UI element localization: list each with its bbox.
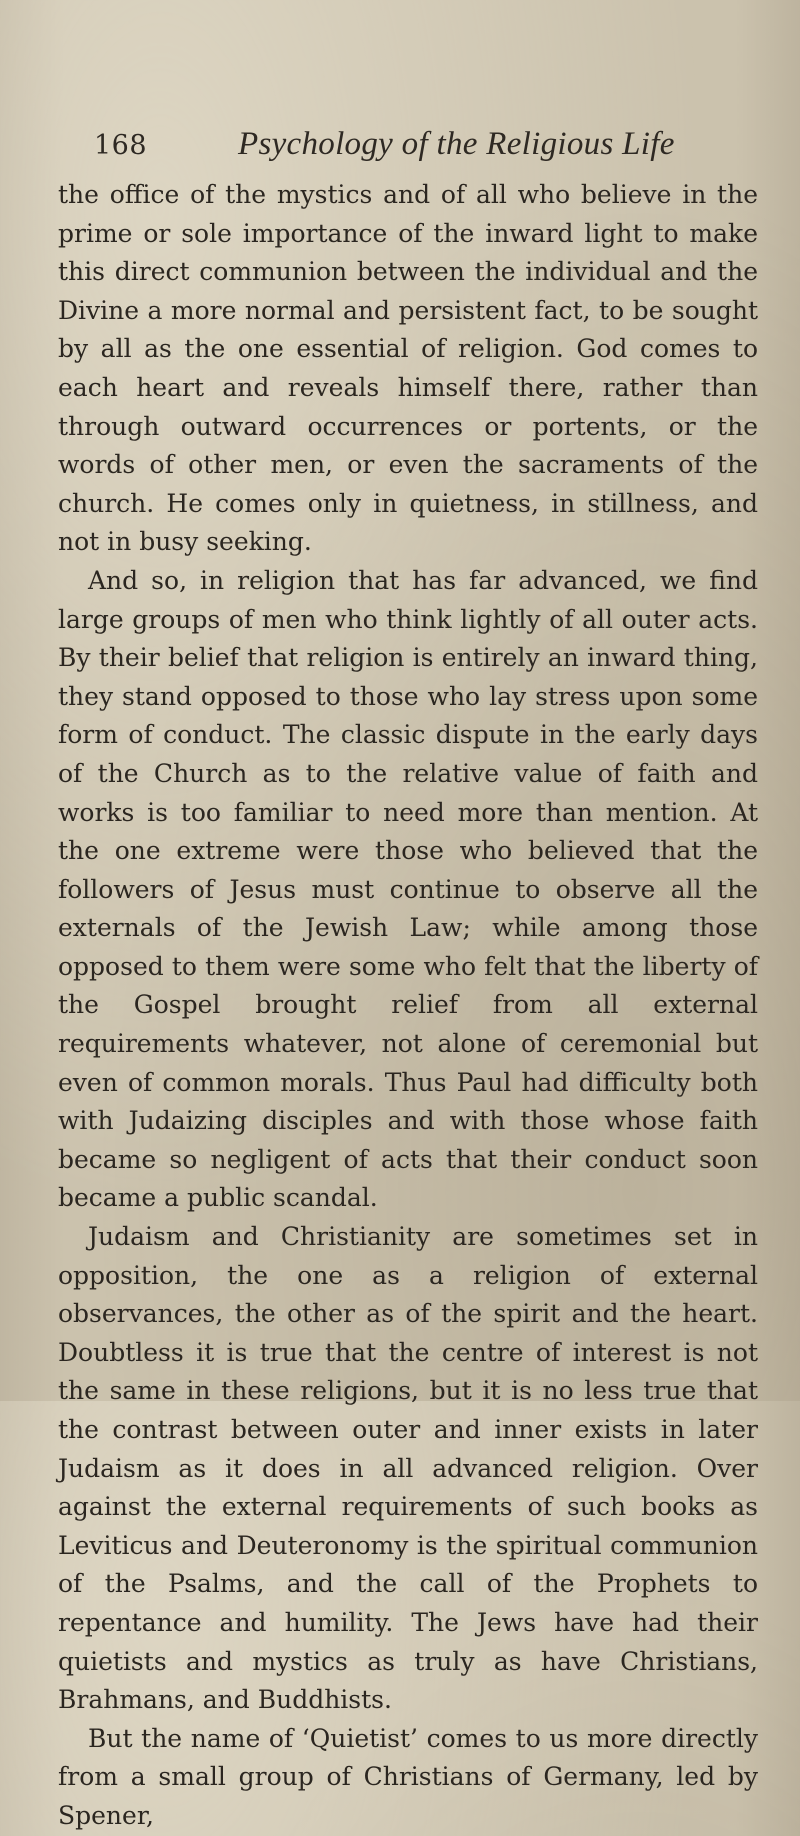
body-text (58, 176, 758, 1836)
paragraph-outer-acts: And so, in religion that has far advanced, we find large groups of men who think lightly of all outer acts. By their belief that religion is entirely an inward thing, they stand opposed to those who lay stress upon some form of conduct. The classic dispute in the early days of the Church as to the relative value of faith and works is too familiar to need more than mention. At the one extreme were those who believed that the followers of Jesus must continue to observe all the externals of the Jewish Law; while among those opposed to them were some who felt that the liberty of the Gospel brought relief from all external requirements whatever, not alone of ceremonial but even of common morals. Thus Paul had difficulty both with Judaizing disciples and with those whose faith became so negligent of acts that their conduct soon became a public scandal. (58, 565, 758, 1213)
paragraph-quietist: But the name of ‘Quietist’ comes to us more directly from a small group of Christians of Germany, led by Spener, (58, 1723, 758, 1830)
paragraph-continuation: the office of the mystics and of all who believe in the prime or sole importance of the inward light to make this direct communion between the individual and the Divine a more normal and persistent fact, to be sought by all as the one essential of religion. God comes to each heart and reveals himself there, rather than through outward occurrences or portents, or the words of other men, or even the sacraments of the church. He comes only in quietness, in stillness, and not in busy seeking. (58, 180, 758, 557)
running-title: Psychology of the Religious Life (238, 126, 675, 162)
page-number: 168 (94, 130, 148, 161)
running-head (94, 126, 744, 166)
paragraph-judaism-christianity: Judaism and Christianity are sometimes set in opposition, the one as a religion of external observances, the other as of the spirit and the heart. Doubtless it is true that the centre of interest is not the same in these religions, but it is no less true that the contrast between outer and inner exists in later Judaism as it does in all advanced religion. Over against the external requirements of such books as Leviticus and Deuteronomy is the spiritual communion of the Psalms, and the call of the Prophets to repentance and humility. The Jews have had their quietists and mystics as truly as have Christians, Brahmans, and Buddhists. (58, 1222, 758, 1715)
